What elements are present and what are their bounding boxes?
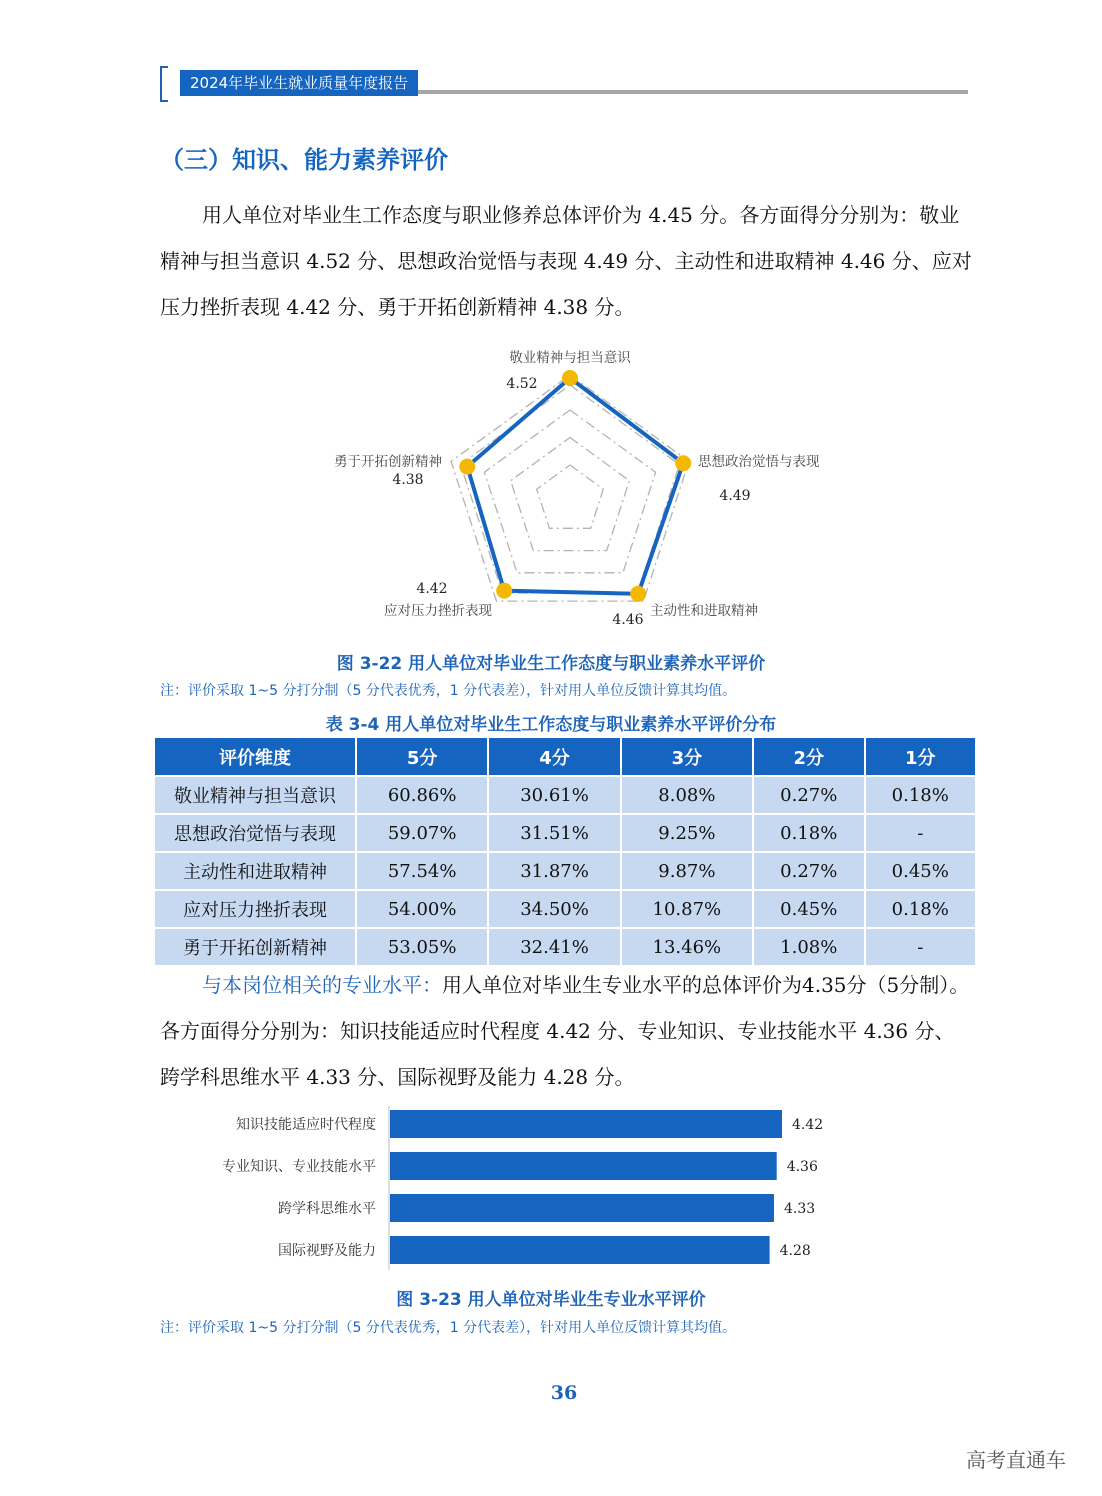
table-cell: 9.25% xyxy=(621,814,753,852)
table-header-cell: 评价维度 xyxy=(154,737,356,776)
radar-value-2: 4.46 xyxy=(612,612,644,628)
radar-points xyxy=(459,370,691,602)
table-cell: 31.51% xyxy=(488,814,620,852)
report-header xyxy=(160,66,968,100)
header-bracket xyxy=(160,66,168,102)
table-cell: 0.27% xyxy=(753,776,864,814)
radar-point xyxy=(675,455,691,471)
bar-label-0: 知识技能适应时代程度 xyxy=(236,1117,376,1133)
table-cell: 54.00% xyxy=(356,890,488,928)
header-rule xyxy=(418,90,968,94)
table-cell: 0.18% xyxy=(865,890,977,928)
bar-series xyxy=(390,1110,782,1264)
bar-chart xyxy=(180,1100,880,1280)
radar-value-0: 4.52 xyxy=(506,376,538,392)
table-cell: 10.87% xyxy=(621,890,753,928)
table-header-cell: 5分 xyxy=(356,737,488,776)
table-cell: 0.18% xyxy=(865,776,977,814)
radar-grid-ring xyxy=(484,410,655,573)
table-cell: - xyxy=(865,814,977,852)
table-row xyxy=(154,928,976,966)
table-cell-dimension: 思想政治觉悟与表现 xyxy=(154,814,356,852)
table-header-cell: 3分 xyxy=(621,737,753,776)
radar-grid-ring xyxy=(511,438,630,551)
radar-value-1: 4.49 xyxy=(719,488,751,504)
table-header-row xyxy=(154,737,976,776)
table-cell-dimension: 勇于开拓创新精神 xyxy=(154,928,356,966)
figure-22-note: 注：评价采取 1~5 分打分制（5 分代表优秀，1 分代表差），针对用人单位反馈计算其均值。 xyxy=(160,683,737,699)
table-cell-dimension: 主动性和进取精神 xyxy=(154,852,356,890)
table-cell: 0.27% xyxy=(753,852,864,890)
table-header-cell: 1分 xyxy=(865,737,977,776)
radar-value-3: 4.42 xyxy=(416,581,448,597)
radar-label-4: 勇于开拓创新精神 xyxy=(334,454,442,470)
figure-22-caption: 图 3-22 用人单位对毕业生工作态度与职业素养水平评价 xyxy=(336,654,766,674)
radar-chart xyxy=(300,340,860,630)
paragraph-body: 用人单位对毕业生专业水平的总体评价为4.35分（5分制）。各方面得分分别为：知识技能适应时代程度 4.42 分、专业知识、专业技能水平 4.36 分、跨学科思维水平 4.33 分、国际视野及能力 4.28 分。 xyxy=(160,973,970,1089)
table-cell: - xyxy=(865,928,977,966)
page-number: 36 xyxy=(550,1382,578,1404)
header-title: 2024年毕业生就业质量年度报告 xyxy=(180,70,418,96)
section-title: （三）知识、能力素养评价 xyxy=(160,146,448,174)
table-cell: 9.87% xyxy=(621,852,753,890)
bar-label-1: 专业知识、专业技能水平 xyxy=(222,1159,376,1175)
bar-value-label: 4.36 xyxy=(786,1159,818,1175)
bar xyxy=(390,1110,782,1138)
bar-value-labels xyxy=(780,1117,824,1259)
table-cell: 13.46% xyxy=(621,928,753,966)
table-3-4-caption: 表 3-4 用人单位对毕业生工作态度与职业素养水平评价分布 xyxy=(325,715,777,735)
paragraph-lead: 与本岗位相关的专业水平： xyxy=(202,973,442,997)
radar-grid-ring xyxy=(537,465,604,528)
table-row xyxy=(154,814,976,852)
table-cell-dimension: 敬业精神与担当意识 xyxy=(154,776,356,814)
paragraph-professional xyxy=(160,962,972,1100)
bar xyxy=(390,1152,777,1180)
table-cell: 59.07% xyxy=(356,814,488,852)
table-row xyxy=(154,852,976,890)
table-row xyxy=(154,776,976,814)
radar-point xyxy=(630,586,646,602)
watermark: 高考直通车 xyxy=(966,1448,1066,1472)
bar-value-label: 4.42 xyxy=(792,1117,824,1133)
table-cell: 53.05% xyxy=(356,928,488,966)
bar-value-label: 4.28 xyxy=(779,1243,811,1259)
bar-label-3: 国际视野及能力 xyxy=(278,1243,376,1259)
table-cell: 0.45% xyxy=(865,852,977,890)
radar-label-3: 应对压力挫折表现 xyxy=(384,603,492,619)
radar-label-1: 思想政治觉悟与表现 xyxy=(698,454,820,470)
table-cell: 34.50% xyxy=(488,890,620,928)
bar-category-labels xyxy=(222,1116,376,1259)
radar-value-labels xyxy=(392,376,750,628)
table-cell: 0.45% xyxy=(753,890,864,928)
bar xyxy=(390,1194,774,1222)
table-cell: 8.08% xyxy=(621,776,753,814)
table-cell: 1.08% xyxy=(753,928,864,966)
radar-point xyxy=(459,459,475,475)
table-cell: 0.18% xyxy=(753,814,864,852)
figure-23-note: 注：评价采取 1~5 分打分制（5 分代表优秀，1 分代表差），针对用人单位反馈计算其均值。 xyxy=(160,1320,737,1336)
distribution-table xyxy=(153,736,977,967)
table-cell: 30.61% xyxy=(488,776,620,814)
paragraph-attitude: 用人单位对毕业生工作态度与职业修养总体评价为 4.45 分。各方面得分分别为：敬业精神与担当意识 4.52 分、思想政治觉悟与表现 4.49 分、主动性和进取精神 4.46 分、应对压力挫折表现 4.42 分、勇于开拓创新精神 4.38 分。 xyxy=(160,203,972,319)
radar-grid xyxy=(451,375,689,601)
table-cell-dimension: 应对压力挫折表现 xyxy=(154,890,356,928)
bar-value-label: 4.33 xyxy=(784,1201,816,1217)
radar-grid-ring xyxy=(461,385,680,593)
radar-point xyxy=(496,583,512,599)
figure-23-caption: 图 3-23 用人单位对毕业生专业水平评价 xyxy=(396,1290,706,1310)
table-cell: 32.41% xyxy=(488,928,620,966)
table-cell: 31.87% xyxy=(488,852,620,890)
table-header-cell: 2分 xyxy=(753,737,864,776)
table-cell: 57.54% xyxy=(356,852,488,890)
radar-value-4: 4.38 xyxy=(392,472,424,488)
table-header-cell: 4分 xyxy=(488,737,620,776)
bar xyxy=(390,1236,770,1264)
bar-label-2: 跨学科思维水平 xyxy=(278,1201,376,1217)
radar-point xyxy=(562,370,578,386)
radar-grid-ring xyxy=(451,375,689,601)
table-row xyxy=(154,890,976,928)
table-cell: 60.86% xyxy=(356,776,488,814)
radar-label-2: 主动性和进取精神 xyxy=(650,603,758,619)
radar-label-0: 敬业精神与担当意识 xyxy=(509,350,631,366)
